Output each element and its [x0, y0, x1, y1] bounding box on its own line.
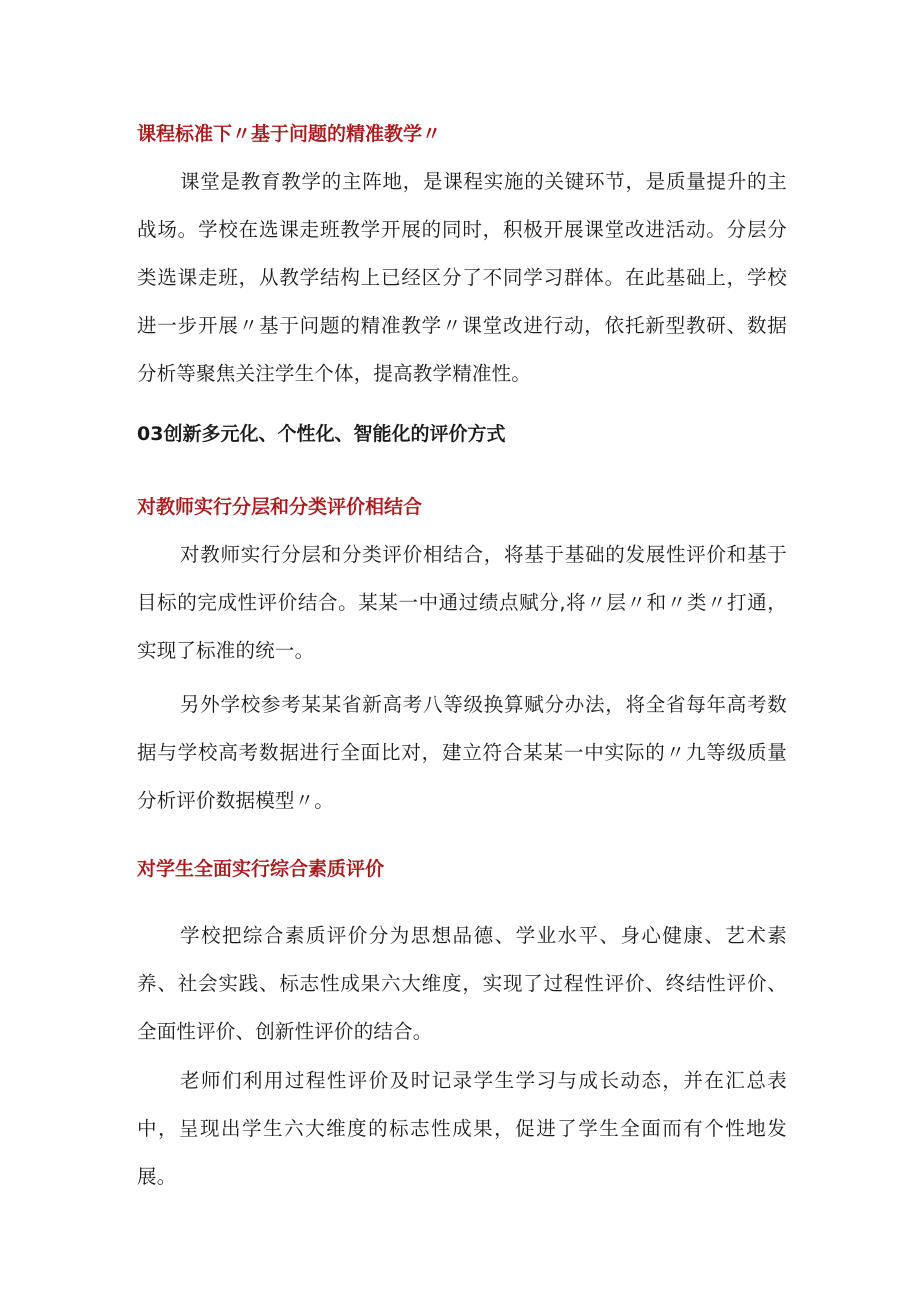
paragraph-process-evaluation: 老师们利用过程性评价及时记录学生学习与成长动态，并在汇总表中，呈现出学生六大维度的标志性成果，促进了学生全面而有个性地发展。 — [137, 1069, 787, 1188]
section-heading-teacher-evaluation: 对教师实行分层和分类评价相结合 — [137, 496, 423, 518]
paragraph-nine-level-model: 另外学校参考某某省新高考八等级换算赋分办法，将全省每年高考数据与学校高考数据进行全面比对，建立符合某某一中实际的〃九等级质量分析评价数据模型〃。 — [137, 693, 787, 812]
section-heading-student-evaluation: 对学生全面实行综合素质评价 — [137, 858, 385, 880]
paragraph-six-dimensions: 学校把综合素质评价分为思想品德、学业水平、身心健康、艺术素养、社会实践、标志性成果六大维度，实现了过程性评价、终结性评价、全面性评价、创新性评价的结合。 — [137, 924, 787, 1043]
paragraph-teacher-evaluation: 对教师实行分层和分类评价相结合，将基于基础的发展性评价和基于目标的完成性评价结合。某某一中通过绩点赋分,将〃层〃和〃类〃打通，实现了标准的统一。 — [137, 543, 787, 662]
section-heading-precision-teaching: 课程标准下〃基于问题的精准教学〃 — [137, 123, 442, 145]
section-heading-evaluation-methods: 03创新多元化、个性化、智能化的评价方式 — [137, 423, 506, 445]
paragraph-classroom-reform: 课堂是教育教学的主阵地，是课程实施的关键环节，是质量提升的主战场。学校在选课走班教学开展的同时，积极开展课堂改进活动。分层分类选课走班，从教学结构上已经区分了不同学习群体。在此基础上，学校进一步开展〃基于问题的精准教学〃课堂改进行动，依托新型教研、数据分析等聚焦关注学生个体，提高教学精准性。 — [137, 170, 787, 385]
